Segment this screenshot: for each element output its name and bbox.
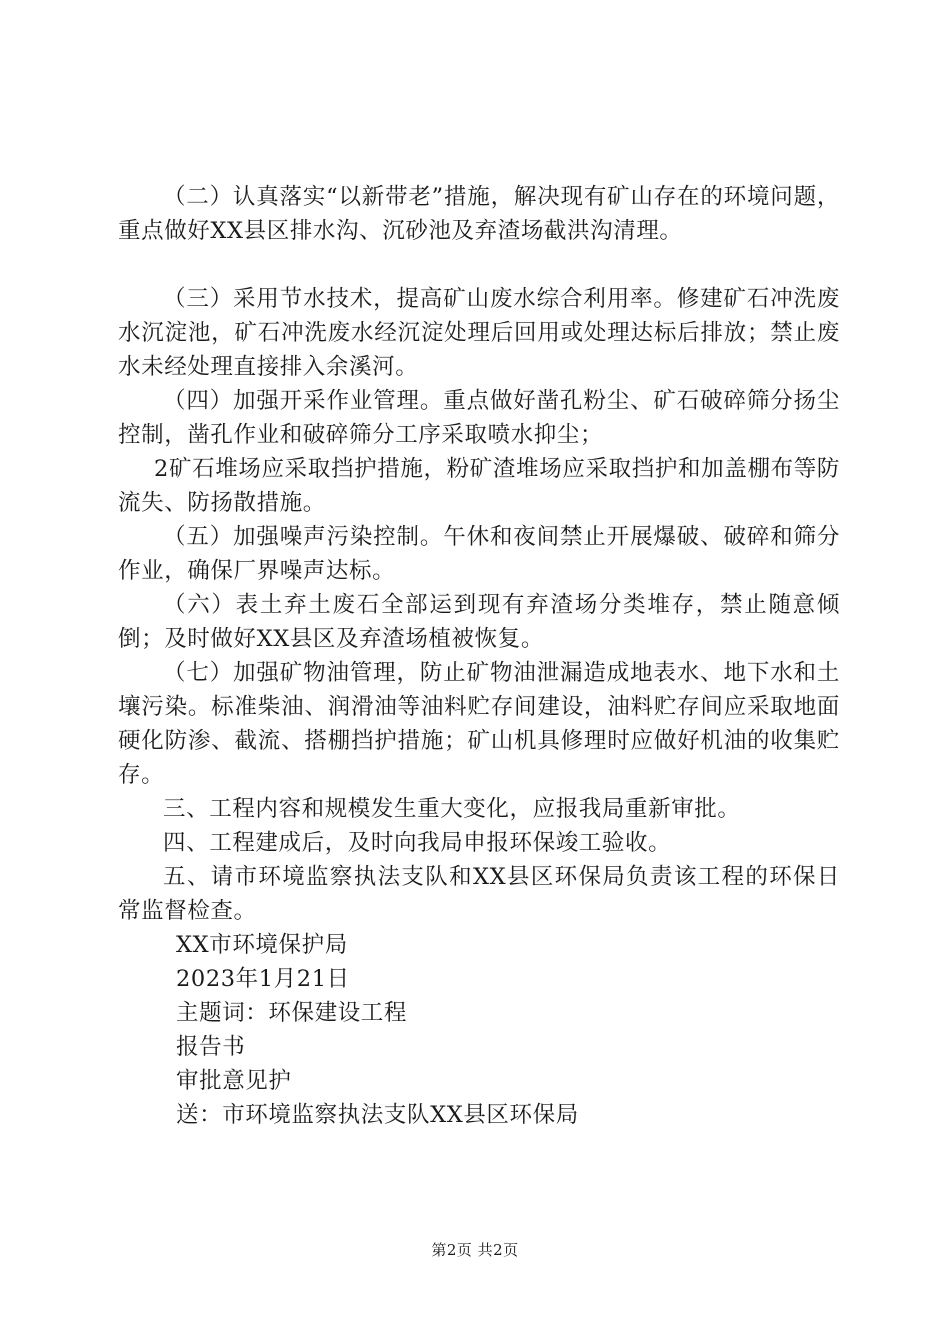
- paragraph-4: （四）加强开采作业管理。重点做好凿孔粉尘、矿石破碎筛分扬尘控制，凿孔作业和破碎筛分工序采取喷水抑尘；: [118, 388, 840, 448]
- section-5: 五、请市环境监察执法支队和XX县区环保局负责该工程的环保日常监督检查。: [118, 864, 840, 924]
- keywords-line: 主题词：环保建设工程: [176, 1000, 408, 1026]
- page-footer: 第2页 共2页: [431, 1241, 519, 1259]
- cc-line: 送：市环境监察执法支队XX县区环保局: [176, 1102, 579, 1128]
- paragraph-4b: 2矿石堆场应采取挡护措施，粉矿渣堆场应采取挡护和加盖棚布等防流失、防扬散措施。: [118, 456, 840, 516]
- paragraph-3: （三）采用节水技术，提高矿山废水综合利用率。修建矿石冲洗废水沉淀池，矿石冲洗废水经沉淀处理后回用或处理达标后排放；禁止废水未经处理直接排入余溪河。: [118, 286, 840, 380]
- paragraph-6: （六）表土弃土废石全部运到现有弃渣场分类堆存，禁止随意倾倒；及时做好XX县区及弃渣场植被恢复。: [118, 592, 840, 652]
- keywords-line-2: 报告书: [176, 1034, 246, 1060]
- paragraph-gap: [118, 248, 840, 282]
- paragraph-7: （七）加强矿物油管理，防止矿物油泄漏造成地表水、地下水和土壤污染。标准柴油、润滑油等油料贮存间建设，油料贮存间应采取地面硬化防渗、截流、搭棚挡护措施；矿山机具修理时应做好机油的收集贮存。: [118, 660, 840, 788]
- document-body: [118, 180, 840, 1132]
- paragraph-5: （五）加强噪声污染控制。午休和夜间禁止开展爆破、破碎和筛分作业，确保厂界噪声达标。: [118, 524, 840, 584]
- signature-date: 2023年1月21日: [176, 966, 350, 992]
- section-3: 三、工程内容和规模发生重大变化，应报我局重新审批。: [163, 796, 741, 822]
- keywords-line-3: 审批意见护: [176, 1068, 292, 1094]
- section-4: 四、工程建成后，及时向我局申报环保竣工验收。: [163, 830, 672, 856]
- paragraph-2: （二）认真落实“以新带老”措施，解决现有矿山存在的环境问题，重点做好XX县区排水沟、沉砂池及弃渣场截洪沟清理。: [118, 184, 840, 244]
- signature-org: XX市环境保护局: [176, 932, 348, 958]
